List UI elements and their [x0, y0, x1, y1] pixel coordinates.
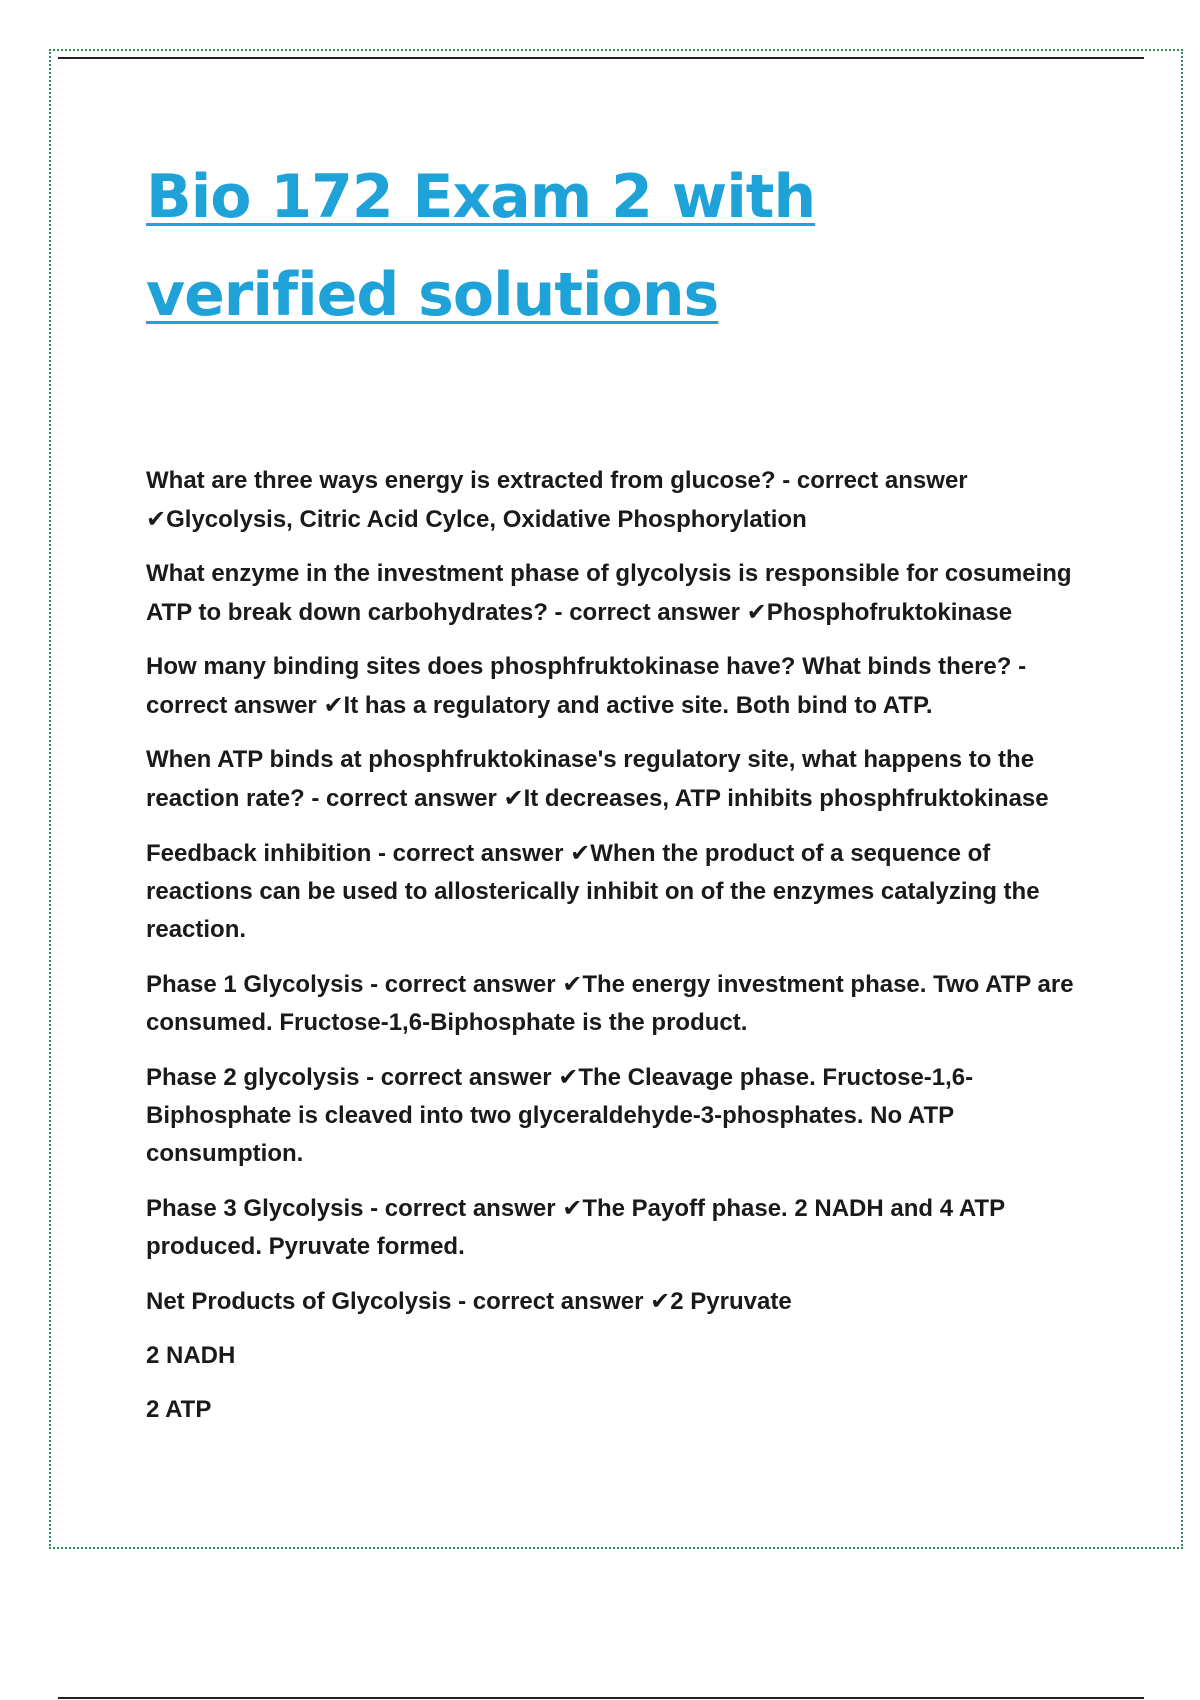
qa-item — [146, 965, 1096, 1042]
extra-line: 2 NADH — [146, 1342, 236, 1369]
qa-list — [146, 462, 1096, 1445]
checkmark-icon: ✔ — [746, 598, 767, 626]
answer-text: It has a regulatory and active site. Both bind to ATP. — [343, 692, 933, 719]
checkmark-icon: ✔ — [558, 1063, 579, 1091]
question-text: Phase 2 glycolysis - correct answer — [146, 1064, 552, 1091]
question-text: What enzyme in the investment phase of glycolysis is responsible for cosumeing ATP to break down carbohydrates? - correct answer — [146, 560, 1072, 626]
qa-item — [146, 648, 1096, 725]
qa-item — [146, 555, 1096, 632]
answer-text: It decreases, ATP inhibits phosphfruktokinase — [523, 785, 1049, 812]
extra-line: 2 ATP — [146, 1396, 212, 1423]
qa-item — [146, 1189, 1096, 1266]
answer-text: The Payoff phase. 2 NADH and 4 ATP produced. Pyruvate formed. — [146, 1195, 1005, 1260]
checkmark-icon: ✔ — [562, 970, 583, 998]
checkmark-icon: ✔ — [562, 1194, 583, 1222]
qa-item — [146, 1058, 1096, 1173]
question-text: Phase 3 Glycolysis - correct answer — [146, 1195, 556, 1222]
answer-text: The energy investment phase. Two ATP are consumed. Fructose-1,6-Biphosphate is the product. — [146, 971, 1074, 1036]
checkmark-icon: ✔ — [503, 784, 524, 812]
question-text: Phase 1 Glycolysis - correct answer — [146, 971, 556, 998]
answer-text: Glycolysis, Citric Acid Cylce, Oxidative Phosphorylation — [166, 506, 807, 533]
qa-item — [146, 462, 1096, 539]
document-title: Bio 172 Exam 2 with verified solutions — [146, 162, 816, 330]
answer-text: 2 Pyruvate — [670, 1288, 792, 1315]
qa-item — [146, 1282, 1096, 1321]
question-text: When ATP binds at phosphfruktokinase's regulatory site, what happens to the reaction rate? - correct answer — [146, 746, 1035, 812]
footer-rule — [58, 1697, 1144, 1699]
answer-text: When the product of a sequence of reactions can be used to allosterically inhibit on of the enzymes catalyzing the reaction. — [146, 840, 1040, 943]
checkmark-icon: ✔ — [146, 505, 167, 533]
question-text: Feedback inhibition - correct answer — [146, 840, 564, 867]
checkmark-icon: ✔ — [323, 691, 344, 719]
answer-text: The Cleavage phase. Fructose-1,6-Biphosphate is cleaved into two glyceraldehyde-3-phosphates. No ATP consumption. — [146, 1064, 974, 1167]
checkmark-icon: ✔ — [570, 839, 591, 867]
question-text: How many binding sites does phosphfruktokinase have? What binds there? - correct answer — [146, 653, 1027, 719]
answer-text: Phosphofruktokinase — [766, 599, 1013, 626]
header-rule — [58, 57, 1144, 59]
checkmark-icon: ✔ — [650, 1287, 671, 1315]
qa-item — [146, 741, 1096, 818]
qa-item — [146, 834, 1096, 949]
question-text: What are three ways energy is extracted from glucose? - correct answer — [146, 467, 968, 494]
question-text: Net Products of Glycolysis - correct answer — [146, 1288, 644, 1315]
